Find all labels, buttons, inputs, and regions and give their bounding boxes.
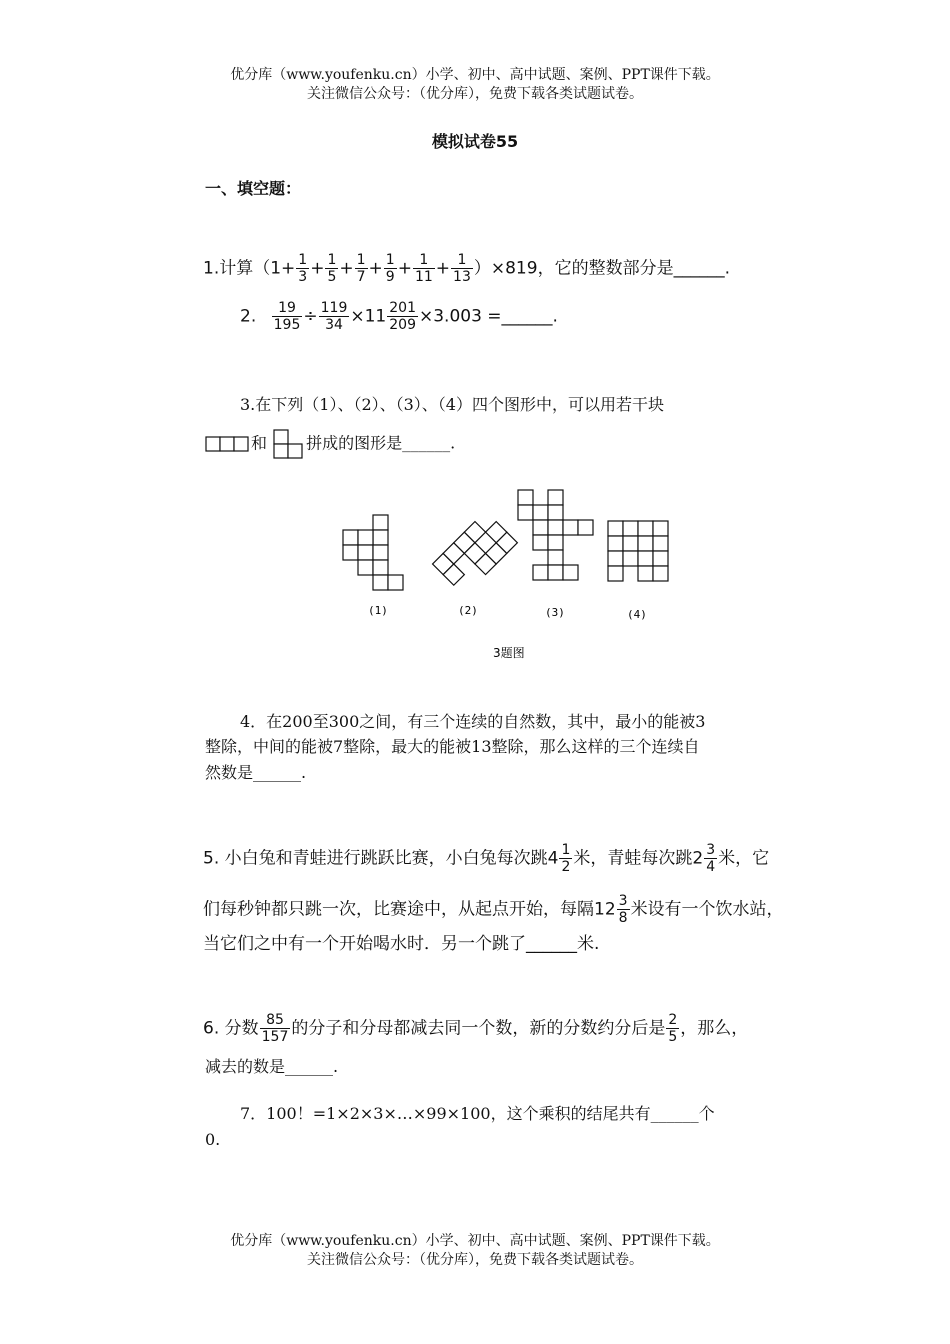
q5-mixed-number: 4 $\frac{1}{2}$	[547, 842, 571, 875]
q3-and: 和	[251, 433, 268, 453]
section-heading: 一、填空题：	[205, 179, 302, 198]
q2-fraction-1: $\frac{19}{195}$	[273, 300, 301, 333]
question-3-line-2	[205, 428, 455, 460]
q2-suffix: ×3.003 =______.	[418, 306, 558, 327]
q5-text: 米，青蛙每次跳	[573, 848, 693, 869]
q5-text: 米，它	[718, 848, 770, 869]
q2-label: 2.	[240, 306, 257, 327]
figure-caption: 3题图	[493, 646, 525, 660]
page-title: 模拟试卷55	[431, 132, 519, 151]
figure-label-3: (3)	[545, 606, 565, 619]
q1-fraction: $\frac{1}{13}$	[453, 252, 471, 285]
l-piece-icon	[272, 428, 306, 460]
question-4-line-3: 然数是______.	[205, 763, 307, 782]
figure-label-2: (2)	[458, 604, 478, 617]
q1-prefix: 1.计算（1+	[203, 258, 296, 279]
q5-mixed-number: 2 $\frac{3}{4}$	[692, 842, 716, 875]
q1-fraction: $\frac{1}{11}$	[414, 252, 433, 285]
question-4-line-1: 4．在200至300之间，有三个连续的自然数，其中，最小的能被3	[240, 712, 706, 731]
q5-text: 5. 小白兔和青蛙进行跳跃比赛，小白兔每次跳	[203, 848, 548, 869]
question-6-line-1	[203, 1012, 748, 1045]
tromino-piece-icon	[205, 435, 251, 453]
q1-fraction: $\frac{1}{9}$	[385, 252, 395, 285]
question-4-line-2: 整除，中间的能被7整除，最大的能被13整除，那么这样的三个连续自	[205, 737, 700, 756]
question-7-line-2: 0.	[205, 1130, 221, 1149]
q2-fraction-2: $\frac{119}{34}$	[320, 300, 348, 333]
question-7-line-1: 7．100！=1×2×3×…×99×100，这个乘积的结尾共有______个	[240, 1104, 715, 1123]
plus-sign: +	[435, 258, 451, 279]
q1-suffix: ）×819，它的整数部分是______.	[473, 258, 730, 279]
figure-1-shape	[343, 515, 403, 590]
q6-text: ，那么，	[680, 1018, 749, 1039]
plus-sign: +	[310, 258, 325, 279]
question-3-line-1: 3.在下列（1）、（2）、（3）、（4）四个图形中，可以用若干块	[240, 395, 664, 414]
q2-times-11: ×11	[350, 306, 387, 327]
q5-mixed-number: 12 $\frac{3}{8}$	[594, 893, 628, 926]
q5-text: 米设有一个饮水站，	[630, 899, 784, 920]
divide-sign: ÷	[303, 306, 318, 327]
q1-fraction: $\frac{1}{7}$	[356, 252, 366, 285]
question-5-line-3: 当它们之中有一个开始喝水时．另一个跳了______米.	[203, 934, 600, 954]
q6-text: 的分子和分母都减去同一个数，新的分数约分后是	[291, 1018, 666, 1039]
figure-2-shape	[433, 511, 518, 596]
question-6-line-2: 减去的数是______.	[205, 1057, 339, 1076]
plus-sign: +	[368, 258, 383, 279]
q2-fraction-3: $\frac{201}{209}$	[389, 300, 416, 333]
footer-line-2: 关注微信公众号：（优分库），免费下载各类试题试卷。	[307, 1252, 643, 1268]
question-5-line-1	[203, 842, 769, 875]
q1-fraction: $\frac{1}{5}$	[327, 252, 337, 285]
figure-4-shape	[608, 521, 668, 581]
q5-text: 们每秒钟都只跳一次，比赛途中，从起点开始，每隔	[203, 899, 594, 920]
question-1	[203, 252, 730, 285]
footer-line-1: 优分库（www.youfenku.cn）小学、初中、高中试题、案例、PPT课件下载。	[230, 1233, 720, 1249]
q6-fraction-1: $\frac{85}{157}$	[261, 1012, 289, 1045]
plus-sign: +	[397, 258, 412, 279]
question-5-line-2	[203, 893, 784, 926]
figure-3-shape	[518, 490, 593, 580]
figure-label-1: (1)	[368, 604, 388, 617]
q1-fraction: $\frac{1}{3}$	[298, 252, 308, 285]
plus-sign: +	[339, 258, 354, 279]
q6-text: 6. 分数	[203, 1018, 259, 1039]
header-line-2: 关注微信公众号：（优分库），免费下载各类试题试卷。	[307, 86, 643, 102]
q3-suffix: 拼成的图形是______.	[306, 433, 456, 453]
question-3-figure	[330, 485, 680, 670]
figure-label-4: (4)	[627, 608, 647, 621]
question-2	[240, 300, 558, 333]
q6-fraction-2: $\frac{2}{5}$	[668, 1012, 678, 1045]
header-line-1: 优分库（www.youfenku.cn）小学、初中、高中试题、案例、PPT课件下载。	[230, 67, 720, 83]
